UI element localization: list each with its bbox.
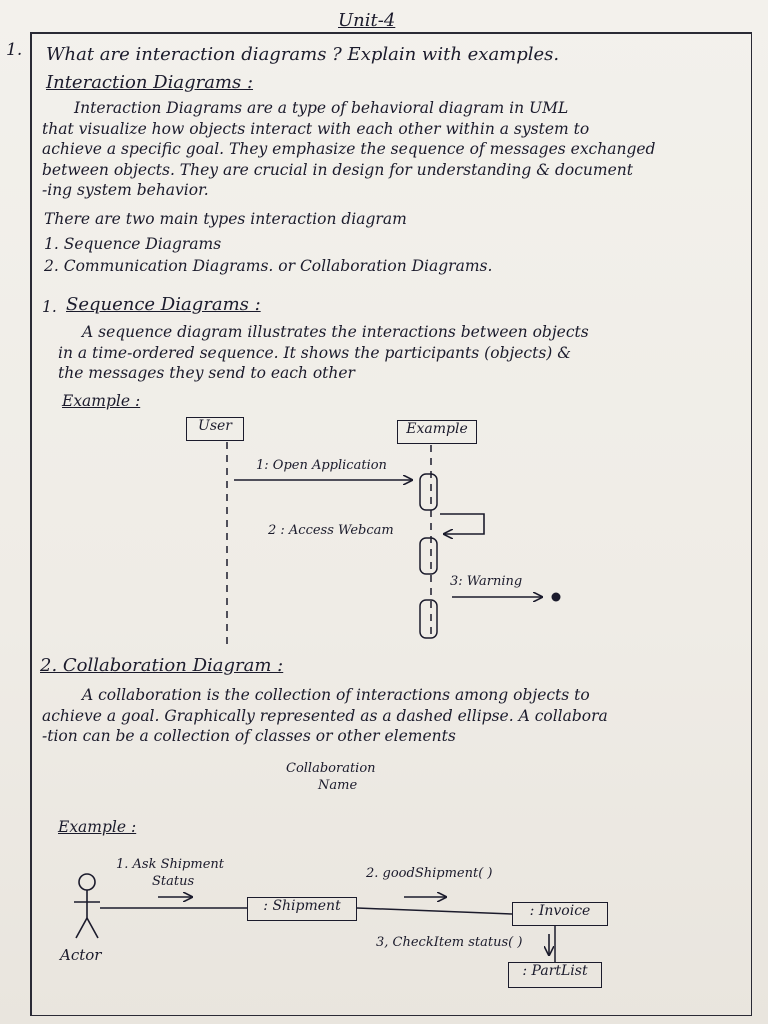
collab-msg-1-line1: 1. Ask Shipment [116,857,224,872]
object-shipment-label: : Shipment [263,898,341,914]
lifeline-user-label: User [198,418,232,434]
sequence-line: in a time-ordered sequence. It shows the participants (objects) & [58,343,572,362]
object-shipment-box [247,897,357,921]
intro-heading: Interaction Diagrams : [46,72,254,93]
sequence-example-label: Example : [62,392,141,410]
type-item-communication: 2. Communication Diagrams. or Collaboration Diagrams. [44,257,493,275]
collaboration-name-line1: Collaboration [286,761,376,776]
object-partlist-label: : PartList [522,963,588,979]
collaboration-name-line2: Name [318,778,358,793]
collaboration-line: A collaboration is the collection of interactions among objects to [82,686,590,704]
shipment-invoice-link [357,908,512,914]
object-invoice-box [512,902,608,926]
sequence-line: A sequence diagram illustrates the interactions between objects [82,323,589,341]
sequence-msg-1: 1: Open Application [256,458,387,473]
collab-msg-1-line2: Status [152,874,195,889]
intro-line: Interaction Diagrams are a type of behavioral diagram in UML [74,99,569,117]
types-intro: There are two main types interaction diagram [44,210,407,228]
object-partlist-box [508,962,602,988]
type-item-sequence: 1. Sequence Diagrams [44,235,222,253]
sequence-msg-2: 2 : Access Webcam [268,523,394,538]
collab-msg-2: 2. goodShipment( ) [366,866,493,881]
collaboration-heading: 2. Collaboration Diagram : [40,655,284,676]
intro-line: -ing system behavior. [42,181,209,199]
lifeline-example-label: Example [406,421,468,437]
actor-label: Actor [60,946,102,964]
collaboration-example-label: Example : [58,818,137,836]
unit-title: Unit-4 [338,10,396,31]
intro-line: between objects. They are crucial in design for understanding & document [42,160,633,179]
collaboration-line: achieve a goal. Graphically represented as a dashed ellipse. A collabora [42,706,608,725]
intro-line: achieve a specific goal. They emphasize the sequence of messages exchanged [42,140,656,158]
question-number: 1. [6,40,23,60]
sequence-msg-3: 3: Warning [450,574,523,589]
sequence-heading: Sequence Diagrams : [66,294,261,315]
actor-stick-figure [74,874,100,938]
object-invoice-label: : Invoice [529,903,591,919]
collab-msg-3: 3, CheckItem status( ) [376,935,523,950]
intro-line: that visualize how objects interact with each other within a system to [42,119,590,138]
sequence-heading-number: 1. [42,298,57,316]
sequence-line: the messages they send to each other [58,364,355,382]
collaboration-line: -tion can be a collection of classes or other elements [42,727,456,745]
question-text: What are interaction diagrams ? Explain with examples. [46,44,560,65]
